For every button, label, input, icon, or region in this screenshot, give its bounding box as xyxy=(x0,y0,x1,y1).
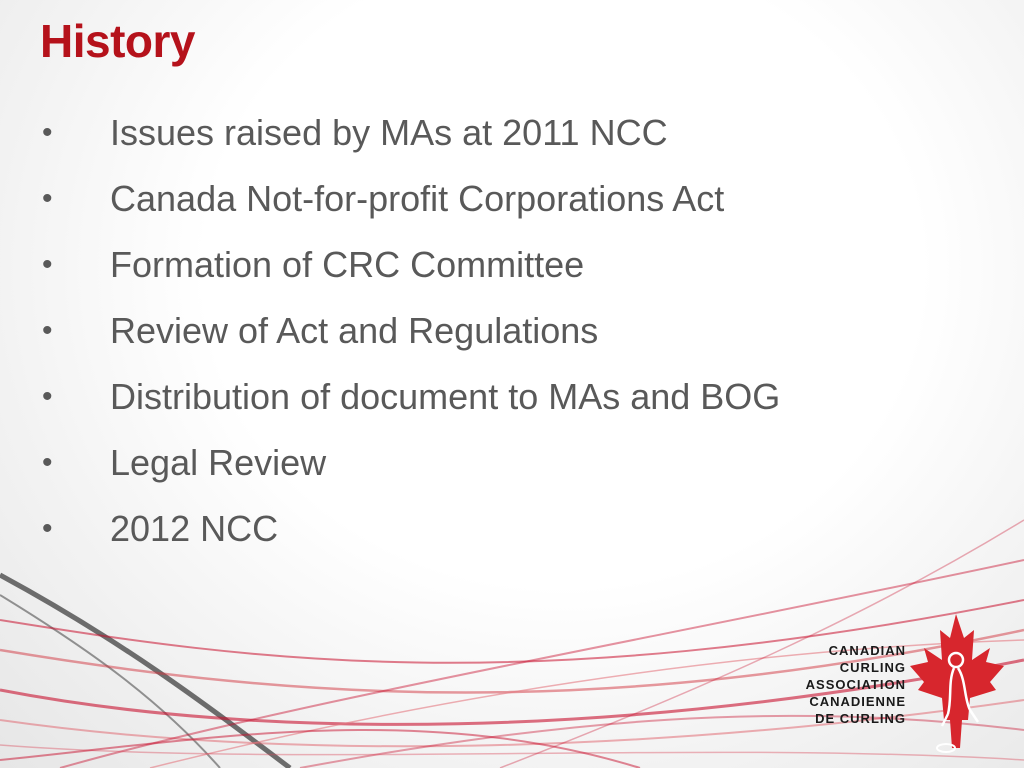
bullet-text: 2012 NCC xyxy=(110,508,279,549)
bullet-icon: • xyxy=(42,116,53,149)
bullet-icon: • xyxy=(42,446,53,479)
logo-text xyxy=(806,642,906,727)
bullet-icon: • xyxy=(42,512,53,545)
logo-line: CANADIENNE xyxy=(809,694,906,709)
logo-line: CANADIAN xyxy=(828,643,906,658)
bullet-text: Legal Review xyxy=(110,442,327,483)
bullet-icon: • xyxy=(42,182,53,215)
slide-title: History xyxy=(40,15,195,67)
bullet-text: Distribution of document to MAs and BOG xyxy=(110,376,781,417)
bullet-text: Review of Act and Regulations xyxy=(110,310,599,351)
logo-line: ASSOCIATION xyxy=(805,677,906,692)
bullet-text: Canada Not-for-profit Corporations Act xyxy=(110,178,725,219)
bullet-icon: • xyxy=(42,380,53,413)
logo-line: DE CURLING xyxy=(815,711,906,726)
logo-line: CURLING xyxy=(839,660,906,675)
bullet-icon: • xyxy=(42,248,53,281)
bullet-icon: • xyxy=(42,314,53,347)
maple-leaf-curler-icon xyxy=(908,610,1008,760)
bullet-text: Formation of CRC Committee xyxy=(110,244,585,285)
bullet-text: Issues raised by MAs at 2011 NCC xyxy=(110,112,668,153)
cca-logo xyxy=(800,610,1010,760)
